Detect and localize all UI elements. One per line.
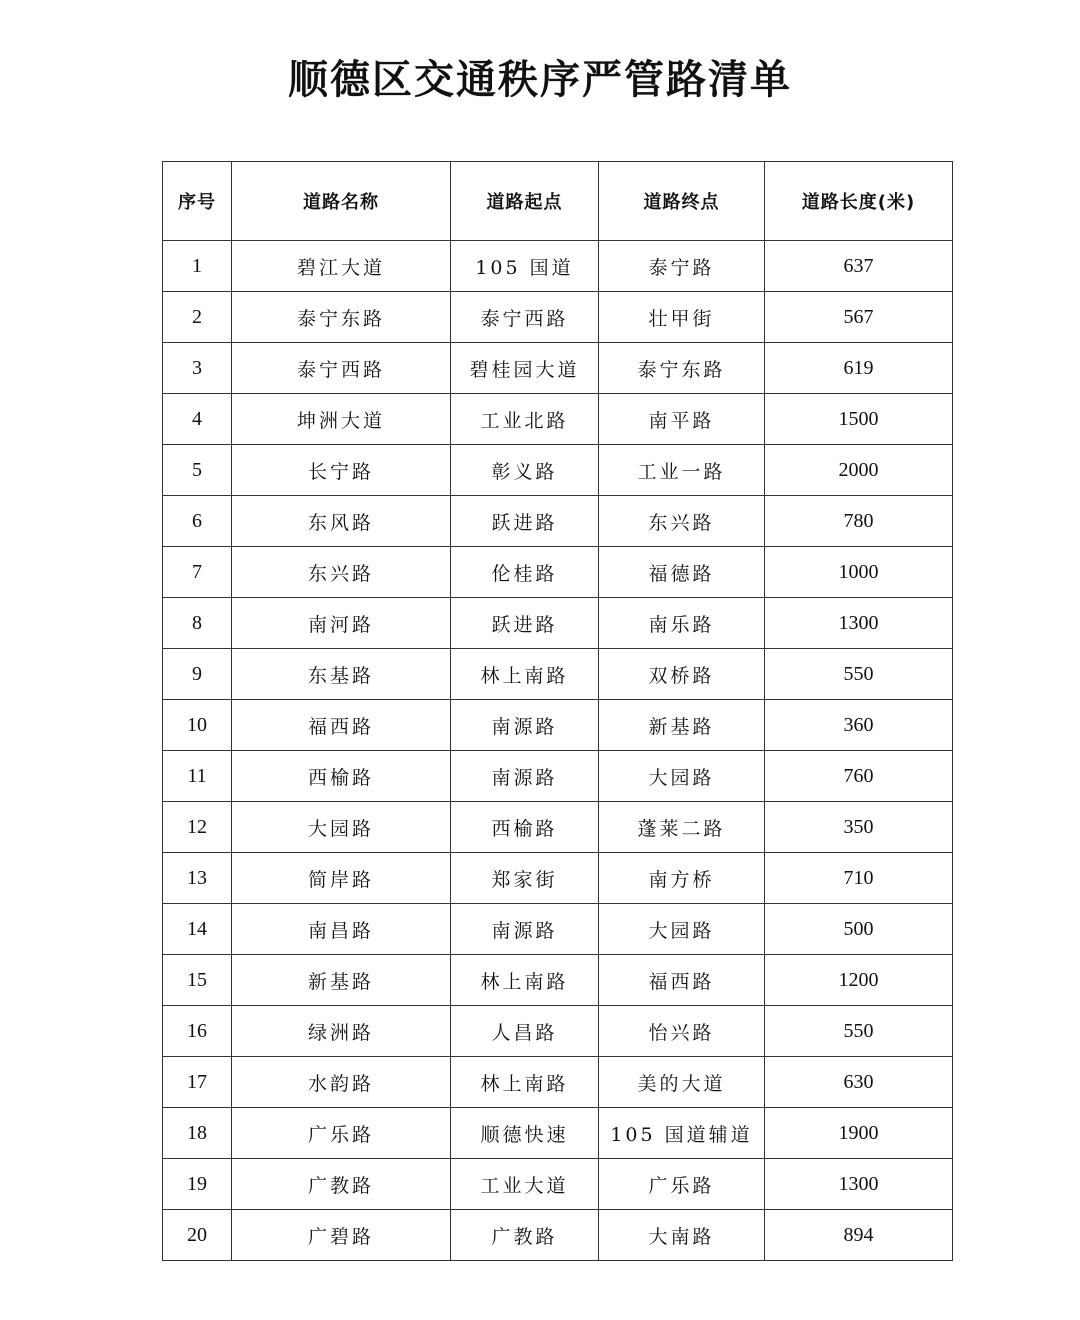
cell-road-start: 人昌路 xyxy=(451,1006,599,1057)
cell-road-start: 西榆路 xyxy=(451,802,599,853)
table-row xyxy=(163,1006,953,1057)
cell-road-length: 1300 xyxy=(765,598,953,649)
cell-road-start: 南源路 xyxy=(451,700,599,751)
cell-road-length: 637 xyxy=(765,241,953,292)
cell-road-length: 1500 xyxy=(765,394,953,445)
cell-index: 7 xyxy=(163,547,232,598)
table-row xyxy=(163,1057,953,1108)
cell-road-name: 东基路 xyxy=(232,649,451,700)
table-header-row xyxy=(163,162,953,241)
table-row xyxy=(163,751,953,802)
cell-road-name: 泰宁东路 xyxy=(232,292,451,343)
cell-road-end: 新基路 xyxy=(599,700,765,751)
table-row xyxy=(163,802,953,853)
cell-road-end: 南平路 xyxy=(599,394,765,445)
cell-road-length: 760 xyxy=(765,751,953,802)
cell-road-name: 广乐路 xyxy=(232,1108,451,1159)
cell-road-start: 林上南路 xyxy=(451,955,599,1006)
cell-index: 20 xyxy=(163,1210,232,1261)
road-list-table xyxy=(162,161,953,1261)
cell-road-end: 大园路 xyxy=(599,904,765,955)
cell-road-name: 泰宁西路 xyxy=(232,343,451,394)
cell-road-name: 水韵路 xyxy=(232,1057,451,1108)
table-row xyxy=(163,853,953,904)
cell-index: 16 xyxy=(163,1006,232,1057)
cell-road-end: 泰宁东路 xyxy=(599,343,765,394)
cell-road-end: 福德路 xyxy=(599,547,765,598)
cell-index: 17 xyxy=(163,1057,232,1108)
cell-road-start: 跃进路 xyxy=(451,496,599,547)
cell-road-end: 福西路 xyxy=(599,955,765,1006)
cell-index: 15 xyxy=(163,955,232,1006)
table-row xyxy=(163,1210,953,1261)
cell-index: 11 xyxy=(163,751,232,802)
cell-road-end: 工业一路 xyxy=(599,445,765,496)
cell-index: 12 xyxy=(163,802,232,853)
cell-road-length: 780 xyxy=(765,496,953,547)
table-body xyxy=(163,241,953,1261)
cell-index: 6 xyxy=(163,496,232,547)
cell-road-name: 广教路 xyxy=(232,1159,451,1210)
cell-road-length: 619 xyxy=(765,343,953,394)
cell-road-start: 跃进路 xyxy=(451,598,599,649)
cell-index: 8 xyxy=(163,598,232,649)
cell-road-start: 南源路 xyxy=(451,751,599,802)
cell-index: 2 xyxy=(163,292,232,343)
cell-road-end: 蓬莱二路 xyxy=(599,802,765,853)
cell-road-start: 林上南路 xyxy=(451,1057,599,1108)
cell-road-name: 广碧路 xyxy=(232,1210,451,1261)
header-index: 序号 xyxy=(163,162,232,241)
cell-index: 5 xyxy=(163,445,232,496)
cell-index: 1 xyxy=(163,241,232,292)
table-row xyxy=(163,1159,953,1210)
header-road-start: 道路起点 xyxy=(451,162,599,241)
table-row xyxy=(163,343,953,394)
table-row xyxy=(163,955,953,1006)
cell-road-name: 大园路 xyxy=(232,802,451,853)
cell-road-end: 大南路 xyxy=(599,1210,765,1261)
cell-road-start: 广教路 xyxy=(451,1210,599,1261)
cell-road-length: 567 xyxy=(765,292,953,343)
cell-index: 10 xyxy=(163,700,232,751)
cell-index: 9 xyxy=(163,649,232,700)
cell-road-start: 工业大道 xyxy=(451,1159,599,1210)
table-row xyxy=(163,1108,953,1159)
table-row xyxy=(163,445,953,496)
cell-road-length: 1000 xyxy=(765,547,953,598)
cell-road-name: 东兴路 xyxy=(232,547,451,598)
table-row xyxy=(163,496,953,547)
table-row xyxy=(163,394,953,445)
cell-road-name: 南河路 xyxy=(232,598,451,649)
cell-road-name: 南昌路 xyxy=(232,904,451,955)
cell-road-start: 南源路 xyxy=(451,904,599,955)
cell-road-end: 怡兴路 xyxy=(599,1006,765,1057)
cell-road-name: 福西路 xyxy=(232,700,451,751)
cell-road-end: 双桥路 xyxy=(599,649,765,700)
cell-road-start: 彰义路 xyxy=(451,445,599,496)
cell-index: 3 xyxy=(163,343,232,394)
cell-road-length: 2000 xyxy=(765,445,953,496)
header-road-length: 道路长度(米) xyxy=(765,162,953,241)
cell-road-end: 大园路 xyxy=(599,751,765,802)
cell-road-length: 1900 xyxy=(765,1108,953,1159)
table-row xyxy=(163,700,953,751)
table-row xyxy=(163,598,953,649)
header-road-name: 道路名称 xyxy=(232,162,451,241)
table-row xyxy=(163,241,953,292)
cell-road-name: 简岸路 xyxy=(232,853,451,904)
cell-road-name: 坤洲大道 xyxy=(232,394,451,445)
cell-road-end: 壮甲街 xyxy=(599,292,765,343)
cell-road-length: 500 xyxy=(765,904,953,955)
cell-road-name: 绿洲路 xyxy=(232,1006,451,1057)
cell-road-end: 美的大道 xyxy=(599,1057,765,1108)
cell-road-name: 新基路 xyxy=(232,955,451,1006)
cell-road-length: 550 xyxy=(765,649,953,700)
cell-road-name: 西榆路 xyxy=(232,751,451,802)
header-road-end: 道路终点 xyxy=(599,162,765,241)
cell-road-start: 郑家街 xyxy=(451,853,599,904)
cell-road-name: 东风路 xyxy=(232,496,451,547)
cell-road-name: 碧江大道 xyxy=(232,241,451,292)
cell-road-length: 1300 xyxy=(765,1159,953,1210)
cell-index: 14 xyxy=(163,904,232,955)
cell-road-length: 1200 xyxy=(765,955,953,1006)
cell-index: 18 xyxy=(163,1108,232,1159)
cell-road-start: 工业北路 xyxy=(451,394,599,445)
cell-road-length: 894 xyxy=(765,1210,953,1261)
cell-road-end: 广乐路 xyxy=(599,1159,765,1210)
cell-road-end: 泰宁路 xyxy=(599,241,765,292)
cell-road-length: 710 xyxy=(765,853,953,904)
cell-road-start: 伦桂路 xyxy=(451,547,599,598)
cell-road-start: 碧桂园大道 xyxy=(451,343,599,394)
cell-road-length: 360 xyxy=(765,700,953,751)
cell-road-end: 105 国道辅道 xyxy=(599,1108,765,1159)
cell-index: 19 xyxy=(163,1159,232,1210)
table-row xyxy=(163,904,953,955)
table-row xyxy=(163,292,953,343)
document-title: 顺德区交通秩序严管路清单 xyxy=(288,57,792,103)
table-row xyxy=(163,547,953,598)
cell-road-length: 630 xyxy=(765,1057,953,1108)
cell-road-end: 东兴路 xyxy=(599,496,765,547)
table-row xyxy=(163,649,953,700)
cell-index: 4 xyxy=(163,394,232,445)
cell-road-start: 顺德快速 xyxy=(451,1108,599,1159)
cell-road-end: 南乐路 xyxy=(599,598,765,649)
cell-road-start: 105 国道 xyxy=(451,241,599,292)
cell-road-start: 泰宁西路 xyxy=(451,292,599,343)
cell-road-name: 长宁路 xyxy=(232,445,451,496)
cell-road-start: 林上南路 xyxy=(451,649,599,700)
cell-index: 13 xyxy=(163,853,232,904)
cell-road-length: 350 xyxy=(765,802,953,853)
cell-road-length: 550 xyxy=(765,1006,953,1057)
cell-road-end: 南方桥 xyxy=(599,853,765,904)
